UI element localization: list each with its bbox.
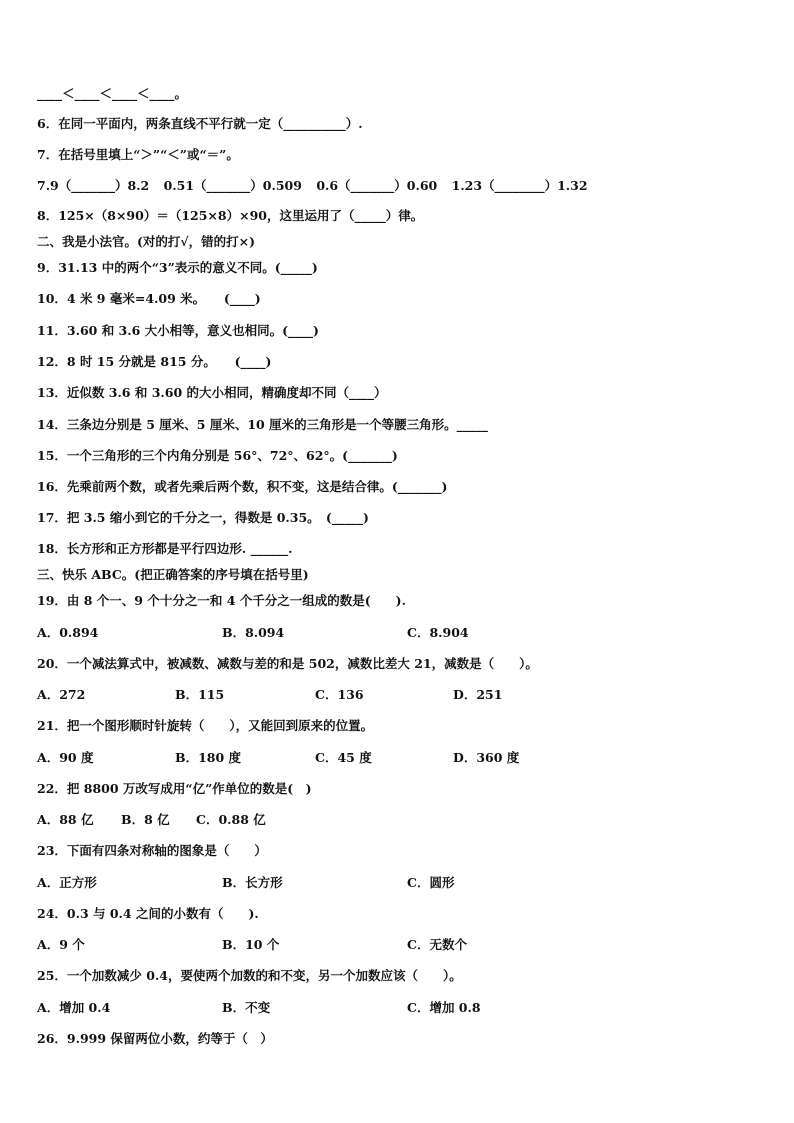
question-5-continued: ____＜____＜____＜____。 [37, 86, 188, 101]
question-9: 9．31.13 中的两个“3”表示的意义不同。(_____) [37, 260, 318, 275]
question-8: 8．125×（8×90）＝（125×8）×90，这里运用了（_____）律。 [37, 208, 424, 223]
question-7: 7．在括号里填上“＞”“＜”或“＝”。 [37, 147, 239, 162]
comparison-item: 0.6（_______）0.60 [316, 178, 438, 193]
option-d[interactable]: D．251 [453, 687, 503, 702]
option-a[interactable]: A．90 度 [37, 750, 94, 765]
option-a[interactable]: A．正方形 [37, 875, 97, 890]
question-17: 17．把 3.5 缩小到它的千分之一，得数是 0.35。 (_____) [37, 510, 369, 525]
question-10: 10．4 米 9 毫米=4.09 米。 (____) [37, 291, 261, 306]
section-2-heading: 二、我是小法官。(对的打√，错的打×) [37, 234, 256, 249]
question-16: 16．先乘前两个数，或者先乘后两个数，积不变，这是结合律。(_______) [37, 479, 448, 494]
option-b[interactable]: B．115 [175, 687, 225, 702]
option-b[interactable]: B．不变 [222, 1000, 271, 1015]
question-14: 14．三条边分别是 5 厘米、5 厘米、10 厘米的三角形是一个等腰三角形。_____ [37, 417, 488, 432]
option-c[interactable]: C．8.904 [407, 625, 469, 640]
option-b[interactable]: B．180 度 [175, 750, 242, 765]
question-23: 23．下面有四条对称轴的图象是（ ） [37, 843, 267, 858]
option-a[interactable]: A．272 [37, 687, 86, 702]
comparison-item: 7.9（_______）8.2 [37, 178, 150, 193]
option-c[interactable]: C．无数个 [407, 937, 467, 952]
option-a[interactable]: A．9 个 [37, 937, 85, 952]
section-3-heading: 三、快乐 ABC。(把正确答案的序号填在括号里) [37, 567, 309, 582]
question-13: 13．近似数 3.6 和 3.60 的大小相同，精确度却不同（____） [37, 385, 387, 400]
option-b[interactable]: B．10 个 [222, 937, 280, 952]
comparison-item: 0.51（_______）0.509 [163, 178, 302, 193]
option-b[interactable]: B．8.094 [222, 625, 285, 640]
question-19: 19．由 8 个一、9 个十分之一和 4 个千分之一组成的数是( ). [37, 593, 406, 608]
question-18: 18．长方形和正方形都是平行四边形. ______. [37, 541, 293, 556]
option-c[interactable]: C．136 [315, 687, 364, 702]
option-c[interactable]: C．圆形 [407, 875, 455, 890]
option-c[interactable]: C．增加 0.8 [407, 1000, 481, 1015]
question-15: 15．一个三角形的三个内角分别是 56°、72°、62°。(_______) [37, 448, 398, 463]
question-6: 6．在同一平面内，两条直线不平行就一定（__________）. [37, 116, 363, 131]
question-22: 22．把 8800 万改写成用“亿”作单位的数是( ) [37, 781, 312, 796]
option-a[interactable]: A．88 亿 [37, 812, 94, 827]
option-c[interactable]: C．0.88 亿 [196, 812, 266, 827]
question-21: 21．把一个图形顺时针旋转（ ），又能回到原来的位置。 [37, 718, 374, 733]
question-11: 11．3.60 和 3.6 大小相等，意义也相同。(____) [37, 323, 319, 338]
comparison-item: 1.23（________）1.32 [451, 178, 588, 193]
option-c[interactable]: C．45 度 [315, 750, 372, 765]
question-24: 24．0.3 与 0.4 之间的小数有（ ). [37, 906, 259, 921]
option-b[interactable]: B．8 亿 [121, 812, 170, 827]
option-d[interactable]: D．360 度 [453, 750, 520, 765]
question-26: 26．9.999 保留两位小数，约等于（ ） [37, 1031, 273, 1046]
question-7-comparisons [37, 178, 598, 194]
question-20: 20．一个减法算式中，被减数、减数与差的和是 502，减数比差大 21，减数是（ ）。 [37, 656, 538, 671]
option-a[interactable]: A．增加 0.4 [37, 1000, 111, 1015]
question-12: 12．8 时 15 分就是 815 分。 (____) [37, 354, 272, 369]
option-b[interactable]: B．长方形 [222, 875, 283, 890]
option-a[interactable]: A．0.894 [37, 625, 99, 640]
question-25: 25．一个加数减少 0.4，要使两个加数的和不变，另一个加数应该（ ）。 [37, 968, 462, 983]
